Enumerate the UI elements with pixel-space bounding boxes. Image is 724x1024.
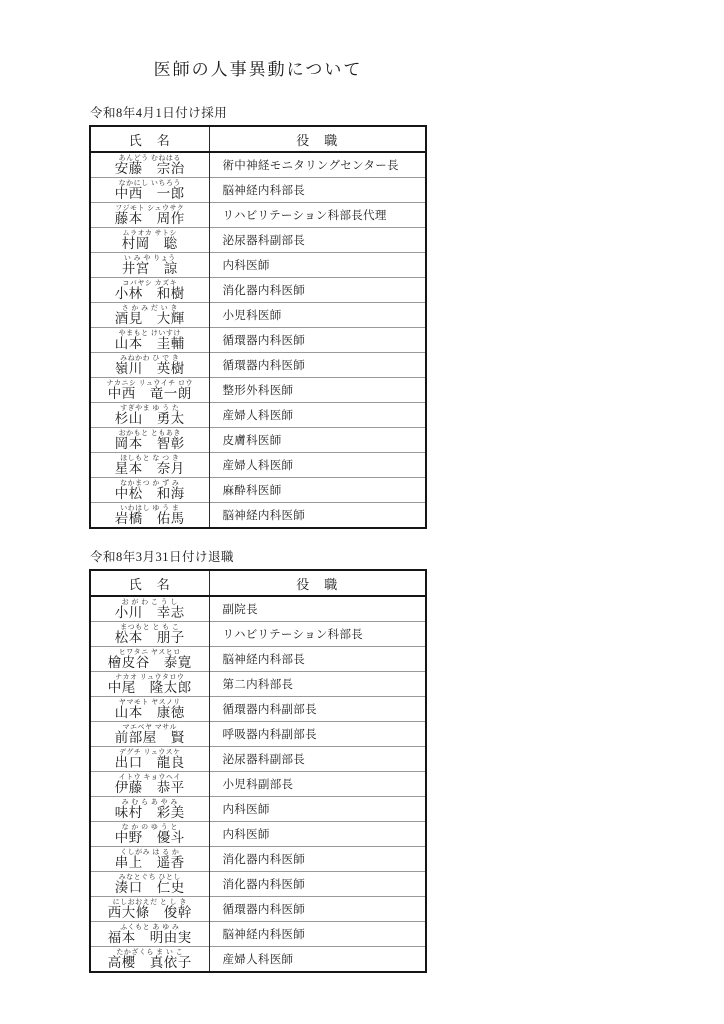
retire-table <box>89 569 427 973</box>
name-furigana: フジモト シュウサク <box>115 204 185 212</box>
position-cell: 皮膚科医師 <box>209 428 426 453</box>
table-row <box>90 747 426 772</box>
table-row <box>90 847 426 872</box>
name-furigana: まつもと と も こ <box>120 623 180 631</box>
name-cell <box>90 403 209 428</box>
name-cell <box>90 596 209 622</box>
name-furigana: ヤマモト ヤスノリ <box>118 698 181 706</box>
name-text: 伊藤 恭平 <box>114 780 185 795</box>
name-furigana: なかにし いちろう <box>118 179 181 187</box>
table-row <box>90 203 426 228</box>
name-cell <box>90 772 209 797</box>
table-row <box>90 253 426 278</box>
position-cell: 消化器内科医師 <box>209 872 426 897</box>
position-cell: 副院長 <box>209 596 426 622</box>
name-text: 山本 康徳 <box>114 705 185 720</box>
name-furigana: デグチ リュウスケ <box>118 748 181 756</box>
name-furigana: なかまつ か ず み <box>120 479 180 487</box>
table-row <box>90 228 426 253</box>
document-page <box>89 55 427 973</box>
position-cell: 術中神経モニタリングセンター長 <box>209 152 426 178</box>
name-furigana: おかもと ともあき <box>118 429 181 437</box>
name-furigana: ふくもと あ ゆ み <box>120 923 180 931</box>
position-cell: 産婦人科医師 <box>209 947 426 973</box>
name-cell <box>90 203 209 228</box>
name-furigana: いわはし ゆ う ま <box>120 504 180 512</box>
table-row <box>90 378 426 403</box>
name-furigana: ムラオカ サトシ <box>122 229 178 237</box>
position-cell: リハビリテーション科部長 <box>209 622 426 647</box>
position-cell: 脳神経内科医師 <box>209 922 426 947</box>
table-row <box>90 328 426 353</box>
name-text: 安藤 宗治 <box>114 161 185 176</box>
hire-section-caption: 令和8年4月1日付け採用 <box>90 106 228 120</box>
name-cell <box>90 947 209 973</box>
table-row <box>90 152 426 178</box>
position-column-header: 役 職 <box>209 126 426 152</box>
name-furigana: すぎやま ゆ う た <box>120 404 180 412</box>
table-row <box>90 303 426 328</box>
table-row <box>90 772 426 797</box>
name-cell <box>90 152 209 178</box>
name-cell <box>90 872 209 897</box>
name-furigana: みなとぐち ひとし <box>118 873 181 881</box>
name-cell <box>90 328 209 353</box>
name-column-header: 氏 名 <box>90 570 209 596</box>
name-cell <box>90 303 209 328</box>
name-cell <box>90 747 209 772</box>
name-text: 杉山 勇太 <box>114 411 185 426</box>
name-text: 中西 竜一朗 <box>107 386 192 401</box>
header-row <box>90 126 426 152</box>
position-cell: 循環器内科医師 <box>209 353 426 378</box>
table-row <box>90 178 426 203</box>
table-row <box>90 797 426 822</box>
position-cell: 脳神経内科部長 <box>209 178 426 203</box>
name-cell <box>90 647 209 672</box>
name-cell <box>90 428 209 453</box>
name-furigana: あんどう むねはる <box>118 154 181 162</box>
position-cell: 脳神経内科医師 <box>209 503 426 529</box>
name-cell <box>90 622 209 647</box>
name-cell <box>90 897 209 922</box>
name-furigana: みねかわ ひ で き <box>120 354 180 362</box>
position-cell: 内科医師 <box>209 797 426 822</box>
header-row <box>90 570 426 596</box>
name-cell <box>90 847 209 872</box>
table-row <box>90 722 426 747</box>
position-cell: 内科医師 <box>209 253 426 278</box>
name-text: 酒見 大輝 <box>114 311 185 326</box>
position-cell: 泌尿器科副部長 <box>209 747 426 772</box>
name-text: 中西 一郎 <box>114 186 185 201</box>
name-furigana: ナカオ リュウタロウ <box>115 673 185 681</box>
name-text: 松本 朋子 <box>114 630 185 645</box>
name-cell <box>90 503 209 529</box>
position-column-header: 役 職 <box>209 570 426 596</box>
name-text: 西大條 俊幹 <box>107 905 192 920</box>
position-cell: 消化器内科医師 <box>209 847 426 872</box>
name-text: 村岡 聡 <box>121 236 178 251</box>
name-text: 嶺川 英樹 <box>114 361 185 376</box>
name-cell <box>90 697 209 722</box>
name-furigana: い み や りょう <box>123 254 176 262</box>
name-cell <box>90 672 209 697</box>
name-text: 串上 遥香 <box>114 855 185 870</box>
name-cell <box>90 922 209 947</box>
position-cell: 小児科医師 <box>209 303 426 328</box>
position-cell: 麻酔科医師 <box>209 478 426 503</box>
name-furigana: やまもと けいすけ <box>118 329 181 337</box>
name-furigana: な か の ゆ う と <box>121 823 178 831</box>
position-cell: 循環器内科副部長 <box>209 697 426 722</box>
position-cell: 循環器内科医師 <box>209 328 426 353</box>
table-row <box>90 872 426 897</box>
position-cell: 脳神経内科部長 <box>209 647 426 672</box>
table-row <box>90 596 426 622</box>
position-cell: 整形外科医師 <box>209 378 426 403</box>
name-furigana: イトウ キョウヘイ <box>118 773 181 781</box>
name-cell <box>90 353 209 378</box>
table-row <box>90 622 426 647</box>
retire-table-header <box>90 570 426 596</box>
name-furigana: ヒワタニ ヤスヒロ <box>118 648 181 656</box>
table-row <box>90 353 426 378</box>
position-cell: リハビリテーション科部長代理 <box>209 203 426 228</box>
table-row <box>90 403 426 428</box>
name-cell <box>90 378 209 403</box>
table-row <box>90 897 426 922</box>
name-cell <box>90 253 209 278</box>
table-row <box>90 503 426 529</box>
name-furigana: お が わ こ う し <box>121 598 178 606</box>
name-furigana: み む ら あ や み <box>121 798 178 806</box>
name-cell <box>90 453 209 478</box>
table-row <box>90 947 426 973</box>
name-furigana: くしがみ は る か <box>120 848 180 856</box>
name-cell <box>90 822 209 847</box>
name-text: 小林 和樹 <box>114 286 185 301</box>
name-text: 前部屋 賢 <box>114 730 185 745</box>
name-text: 出口 龍良 <box>114 755 185 770</box>
name-furigana: マエベヤ マサル <box>122 723 177 731</box>
name-text: 星本 奈月 <box>114 461 185 476</box>
name-text: 岩橋 佑馬 <box>114 511 185 526</box>
name-text: 湊口 仁史 <box>114 880 185 895</box>
position-cell: 産婦人科医師 <box>209 403 426 428</box>
page-title: 医師の人事異動について <box>153 60 363 79</box>
hire-table-body <box>90 152 426 528</box>
name-cell <box>90 278 209 303</box>
name-text: 味村 彩美 <box>114 805 185 820</box>
position-cell: 小児科副部長 <box>209 772 426 797</box>
name-cell <box>90 228 209 253</box>
name-text: 山本 圭輔 <box>114 336 185 351</box>
name-furigana: ナカニシ リュウイチ ロウ <box>106 379 193 387</box>
name-cell <box>90 797 209 822</box>
name-furigana: たかざくら ま い こ <box>116 948 184 956</box>
table-row <box>90 672 426 697</box>
name-text: 中尾 隆太郎 <box>107 680 192 695</box>
name-text: 小川 幸志 <box>114 605 185 620</box>
table-row <box>90 922 426 947</box>
table-row <box>90 278 426 303</box>
name-furigana: さ か み だ い き <box>121 304 178 312</box>
name-text: 福本 明由実 <box>107 930 192 945</box>
name-column-header: 氏 名 <box>90 126 209 152</box>
name-text: 高櫻 真依子 <box>107 955 192 970</box>
hire-table-header <box>90 126 426 152</box>
name-text: 檜皮谷 泰寛 <box>107 655 192 670</box>
name-cell <box>90 722 209 747</box>
name-text: 中松 和海 <box>114 486 185 501</box>
name-cell <box>90 478 209 503</box>
name-text: 中野 優斗 <box>114 830 185 845</box>
table-row <box>90 478 426 503</box>
name-furigana: ほしもと な つ き <box>120 454 180 462</box>
position-cell: 産婦人科医師 <box>209 453 426 478</box>
table-row <box>90 647 426 672</box>
position-cell: 循環器内科医師 <box>209 897 426 922</box>
position-cell: 呼吸器内科副部長 <box>209 722 426 747</box>
position-cell: 消化器内科医師 <box>209 278 426 303</box>
name-cell <box>90 178 209 203</box>
table-row <box>90 697 426 722</box>
name-text: 藤本 周作 <box>114 211 185 226</box>
retire-table-body <box>90 596 426 972</box>
name-furigana: にしおおえだ と し き <box>112 898 187 906</box>
table-row <box>90 453 426 478</box>
name-text: 井宮 諒 <box>121 261 178 276</box>
name-text: 岡本 智彰 <box>114 436 185 451</box>
position-cell: 内科医師 <box>209 822 426 847</box>
position-cell: 第二内科部長 <box>209 672 426 697</box>
retire-section-caption: 令和8年3月31日付け退職 <box>90 550 235 564</box>
table-row <box>90 428 426 453</box>
table-row <box>90 822 426 847</box>
name-furigana: コバヤシ カズキ <box>122 279 178 287</box>
position-cell: 泌尿器科副部長 <box>209 228 426 253</box>
hire-table <box>89 125 427 529</box>
